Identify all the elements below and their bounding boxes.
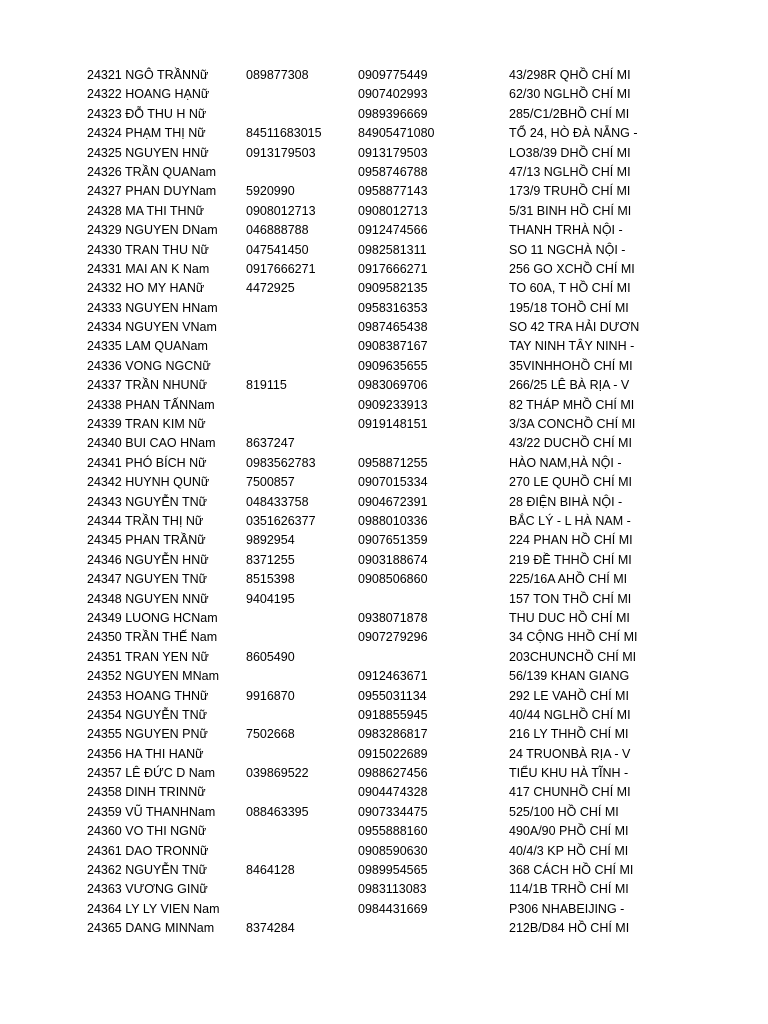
table-row (0, 706, 768, 725)
cell-phone-1: 047541450 (246, 242, 309, 257)
cell-address: SO 11 NGCHÀ NỘI - (509, 242, 626, 257)
table-row (0, 842, 768, 861)
cell-id-name: 24356 HA THI HANữ (87, 746, 204, 761)
table-row (0, 337, 768, 356)
cell-phone-2: 0958746788 (358, 164, 428, 179)
cell-phone-2: 0907651359 (358, 533, 428, 548)
cell-address: TO 60A, T HỒ CHÍ MI (509, 281, 631, 296)
cell-phone-1: 0908012713 (246, 203, 316, 218)
table-row (0, 396, 768, 415)
cell-phone-2: 0913179503 (358, 145, 428, 160)
cell-phone-2: 0988627456 (358, 766, 428, 781)
table-row (0, 376, 768, 395)
cell-phone-2: 0912474566 (358, 223, 428, 238)
table-row (0, 609, 768, 628)
cell-phone-2: 0984431669 (358, 901, 428, 916)
cell-phone-2: 0909775449 (358, 68, 428, 82)
table-row (0, 648, 768, 667)
table-row (0, 260, 768, 279)
table-row (0, 434, 768, 453)
cell-id-name: 24345 PHAN TRẦNữ (87, 533, 206, 548)
cell-address: 368 CÁCH HỒ CHÍ MI (509, 863, 634, 878)
cell-address: 216 LY THHỒ CHÍ MI (509, 727, 629, 742)
table-row (0, 299, 768, 318)
cell-phone-2: 84905471080 (358, 126, 435, 141)
table-row (0, 900, 768, 919)
cell-id-name: 24361 DAO TRONNữ (87, 843, 209, 858)
cell-phone-2: 0983286817 (358, 727, 428, 742)
cell-address: 5/31 BINH HỒ CHÍ MI (509, 203, 632, 218)
cell-id-name: 24364 LY LY VIEN Nam (87, 901, 220, 916)
cell-phone-2: 0955031134 (358, 688, 427, 703)
cell-id-name: 24362 NGUYỄN TNữ (87, 863, 207, 878)
cell-id-name: 24363 VƯƠNG GINữ (87, 882, 208, 897)
cell-id-name: 24327 PHAN DUYNam (87, 184, 217, 199)
table-row (0, 415, 768, 434)
cell-phone-1: 0351626377 (246, 513, 316, 528)
cell-phone-2: 0938071878 (358, 610, 428, 625)
cell-address: 34 CỘNG HHỒ CHÍ MI (509, 630, 638, 645)
cell-address: 417 CHUNHỒ CHÍ MI (509, 785, 631, 800)
cell-phone-1: 0913179503 (246, 145, 316, 160)
cell-phone-1: 8515398 (246, 572, 295, 587)
cell-phone-2: 0915022689 (358, 746, 428, 761)
cell-id-name: 24331 MAI AN K Nam (87, 261, 210, 276)
cell-address: 47/13 NGLHỒ CHÍ MI (509, 164, 631, 179)
cell-address: TIỂU KHU HÀ TĨNH - (509, 766, 629, 781)
cell-phone-2: 0907015334 (358, 475, 428, 490)
cell-phone-1: 4472925 (246, 281, 295, 296)
cell-address: 40/4/3 KP HỒ CHÍ MI (509, 843, 629, 858)
cell-address: 40/44 NGLHỒ CHÍ MI (509, 707, 631, 722)
table-row (0, 687, 768, 706)
cell-id-name: 24339 TRAN KIM Nữ (87, 417, 206, 432)
cell-phone-1: 9916870 (246, 688, 295, 703)
cell-phone-2: 0907334475 (358, 804, 428, 819)
table-row (0, 85, 768, 104)
cell-id-name: 24351 TRAN YEN Nữ (87, 649, 209, 664)
cell-address: 266/25 LÊ BÀ RỊA - V (509, 378, 630, 393)
cell-phone-2: 0958871255 (358, 455, 428, 470)
cell-address: HÀO NAM,HÀ NỘI - (509, 455, 622, 470)
table-row (0, 124, 768, 143)
cell-address: 157 TON THỒ CHÍ MI (509, 591, 632, 606)
table-row (0, 590, 768, 609)
cell-phone-2: 0907279296 (358, 630, 428, 645)
cell-id-name: 24342 HUYNH QUNữ (87, 475, 210, 490)
table-row (0, 531, 768, 550)
cell-address: 82 THÁP MHỒ CHÍ MI (509, 397, 635, 412)
cell-id-name: 24329 NGUYEN DNam (87, 223, 218, 238)
cell-phone-1: 046888788 (246, 223, 309, 238)
cell-address: 219 ĐỀ THHỒ CHÍ MI (509, 552, 632, 567)
cell-phone-2: 0909233913 (358, 397, 428, 412)
cell-id-name: 24355 NGUYEN PNữ (87, 727, 208, 742)
cell-id-name: 24328 MA THI THNữ (87, 203, 204, 218)
cell-address: 224 PHAN HỒ CHÍ MI (509, 533, 633, 548)
cell-phone-1: 0917666271 (246, 261, 316, 276)
cell-address: SO 42 TRA HẢI DƯƠN (509, 320, 640, 335)
cell-id-name: 24354 NGUYỄN TNữ (87, 707, 207, 722)
cell-id-name: 24340 BUI CAO HNam (87, 436, 216, 451)
cell-address: 62/30 NGLHỒ CHÍ MI (509, 87, 631, 102)
table-row (0, 66, 768, 85)
cell-id-name: 24343 NGUYỄN TNữ (87, 494, 207, 509)
cell-phone-2: 0917666271 (358, 261, 428, 276)
cell-phone-2: 0958316353 (358, 300, 428, 315)
cell-id-name: 24346 NGUYỄN HNữ (87, 552, 209, 567)
table-row (0, 279, 768, 298)
cell-phone-2: 0908590630 (358, 843, 428, 858)
cell-id-name: 24349 LUONG HCNam (87, 610, 218, 625)
cell-phone-2: 0908012713 (358, 203, 428, 218)
table-row (0, 493, 768, 512)
table-row (0, 144, 768, 163)
cell-phone-1: 048433758 (246, 494, 309, 509)
table-row (0, 783, 768, 802)
cell-address: 28 ĐIỆN BIHÀ NỘI - (509, 494, 623, 509)
table-row (0, 512, 768, 531)
cell-address: 3/3A CONCHỒ CHÍ MI (509, 417, 636, 432)
cell-address: 24 TRUONBÀ RỊA - V (509, 746, 631, 761)
cell-phone-2: 0908506860 (358, 572, 428, 587)
cell-address: 114/1B TRHỒ CHÍ MI (509, 882, 629, 897)
cell-phone-2: 0918855945 (358, 707, 428, 722)
table-row (0, 241, 768, 260)
cell-address: THANH TRHÀ NỘI - (509, 223, 623, 238)
cell-address: BẮC LÝ - L HÀ NAM - (509, 513, 631, 528)
cell-phone-1: 039869522 (246, 766, 309, 781)
table-row (0, 861, 768, 880)
cell-id-name: 24336 VONG NGCNữ (87, 358, 211, 373)
cell-id-name: 24353 HOANG THNữ (87, 688, 209, 703)
cell-address: TAY NINH TÂY NINH - (509, 339, 635, 354)
cell-address: TỔ 24, HÒ ĐÀ NẴNG - (509, 126, 638, 141)
cell-id-name: 24365 DANG MINNam (87, 921, 215, 936)
table-row (0, 667, 768, 686)
cell-address: 203CHUNCHỒ CHÍ MI (509, 649, 637, 664)
cell-phone-2: 0988010336 (358, 513, 428, 528)
cell-address: 270 LE QUHỒ CHÍ MI (509, 475, 632, 490)
table-row (0, 570, 768, 589)
table-row (0, 202, 768, 221)
cell-id-name: 24326 TRẦN QUANam (87, 164, 216, 179)
cell-address: 212B/D84 HỒ CHÍ MI (509, 921, 630, 936)
cell-address: THU DUC HỒ CHÍ MI (509, 610, 630, 625)
cell-phone-2: 0904474328 (358, 785, 428, 800)
cell-id-name: 24357 LÊ ĐỨC D Nam (87, 766, 216, 781)
cell-address: P306 NHABEIJING - (509, 901, 625, 916)
cell-address: 292 LE VAHỒ CHÍ MI (509, 688, 629, 703)
cell-phone-2: 0989396669 (358, 106, 428, 121)
cell-phone-2: 0909635655 (358, 358, 428, 373)
cell-phone-2: 0987465438 (358, 320, 428, 335)
cell-phone-1: 9892954 (246, 533, 295, 548)
cell-address: 525/100 HỒ CHÍ MI (509, 804, 619, 819)
cell-id-name: 24324 PHẠM THỊ Nữ (87, 126, 206, 141)
cell-phone-2: 0912463671 (358, 669, 428, 684)
cell-phone-1: 7502668 (246, 727, 295, 742)
cell-phone-2: 0907402993 (358, 87, 428, 102)
cell-id-name: 24359 VŨ THANHNam (87, 804, 216, 819)
cell-phone-1: 8374284 (246, 921, 295, 936)
cell-address: 256 GO XCHỒ CHÍ MI (509, 261, 635, 276)
cell-phone-2: 0989954565 (358, 863, 428, 878)
cell-address: 35VINHHOHỒ CHÍ MI (509, 358, 633, 373)
cell-address: 285/C1/2BHỒ CHÍ MI (509, 106, 630, 121)
cell-phone-1: 9404195 (246, 591, 295, 606)
cell-id-name: 24350 TRẦN THẾ Nam (87, 630, 218, 645)
cell-phone-1: 089877308 (246, 68, 309, 82)
cell-id-name: 24337 TRẦN NHUNữ (87, 378, 207, 393)
cell-phone-1: 088463395 (246, 804, 309, 819)
cell-id-name: 24352 NGUYEN MNam (87, 669, 219, 684)
cell-address: 490A/90 PHỒ CHÍ MI (509, 824, 629, 839)
table-row (0, 919, 768, 938)
cell-id-name: 24358 DINH TRINNữ (87, 785, 206, 800)
table-row (0, 182, 768, 201)
table-row (0, 745, 768, 764)
cell-id-name: 24348 NGUYEN NNữ (87, 591, 209, 606)
cell-phone-1: 8464128 (246, 863, 295, 878)
cell-id-name: 24334 NGUYEN VNam (87, 320, 217, 335)
cell-phone-2: 0909582135 (358, 281, 428, 296)
cell-phone-1: 7500857 (246, 475, 295, 490)
cell-phone-1: 0983562783 (246, 455, 316, 470)
table-row (0, 822, 768, 841)
cell-address: 195/18 TOHỒ CHÍ MI (509, 300, 629, 315)
table-row (0, 764, 768, 783)
cell-id-name: 24333 NGUYEN HNam (87, 300, 218, 315)
cell-address: 43/22 DUCHỒ CHÍ MI (509, 436, 632, 451)
cell-id-name: 24360 VO THI NGNữ (87, 824, 207, 839)
cell-id-name: 24347 NGUYEN TNữ (87, 572, 207, 587)
cell-phone-1: 8637247 (246, 436, 295, 451)
cell-address: 173/9 TRUHỒ CHÍ MI (509, 184, 631, 199)
cell-id-name: 24323 ĐỖ THU H Nữ (87, 106, 207, 121)
table-row (0, 880, 768, 899)
cell-phone-1: 5920990 (246, 184, 295, 199)
cell-phone-1: 8371255 (246, 552, 295, 567)
table-row (0, 803, 768, 822)
table-row (0, 105, 768, 124)
table-row (0, 473, 768, 492)
cell-id-name: 24321 NGÔ TRẦNNữ (87, 68, 209, 82)
table-row (0, 163, 768, 182)
cell-address: 225/16A AHỒ CHÍ MI (509, 572, 628, 587)
cell-phone-2: 0955888160 (358, 824, 428, 839)
spreadsheet-table (0, 66, 768, 939)
cell-phone-1: 819115 (246, 378, 287, 393)
cell-id-name: 24338 PHAN TẤNNam (87, 397, 215, 412)
cell-id-name: 24330 TRAN THU Nữ (87, 242, 209, 257)
cell-phone-2: 0908387167 (358, 339, 428, 354)
cell-address: LO38/39 DHỒ CHÍ MI (509, 145, 631, 160)
table-row (0, 725, 768, 744)
cell-phone-2: 0903188674 (358, 552, 428, 567)
cell-id-name: 24341 PHÓ BÍCH Nữ (87, 455, 207, 470)
cell-phone-2: 0983113083 (358, 882, 427, 897)
table-row (0, 551, 768, 570)
cell-id-name: 24335 LAM QUANam (87, 339, 208, 354)
cell-phone-2: 0983069706 (358, 378, 428, 393)
cell-id-name: 24325 NGUYEN HNữ (87, 145, 209, 160)
cell-phone-1: 84511683015 (246, 126, 322, 141)
cell-address: 56/139 KHAN GIANG (509, 669, 630, 684)
cell-id-name: 24332 HO MY HANữ (87, 281, 205, 296)
table-row (0, 318, 768, 337)
cell-phone-2: 0919148151 (358, 417, 428, 432)
table-row (0, 454, 768, 473)
cell-phone-2: 0958877143 (358, 184, 428, 199)
cell-phone-1: 8605490 (246, 649, 295, 664)
table-row (0, 628, 768, 647)
cell-id-name: 24322 HOANG HẠNữ (87, 87, 210, 102)
table-row (0, 221, 768, 240)
cell-phone-2: 0904672391 (358, 494, 428, 509)
cell-phone-2: 0982581311 (358, 242, 427, 257)
cell-address: 43/298R QHỒ CHÍ MI (509, 68, 631, 82)
table-row (0, 357, 768, 376)
cell-id-name: 24344 TRẦN THỊ Nữ (87, 513, 204, 528)
